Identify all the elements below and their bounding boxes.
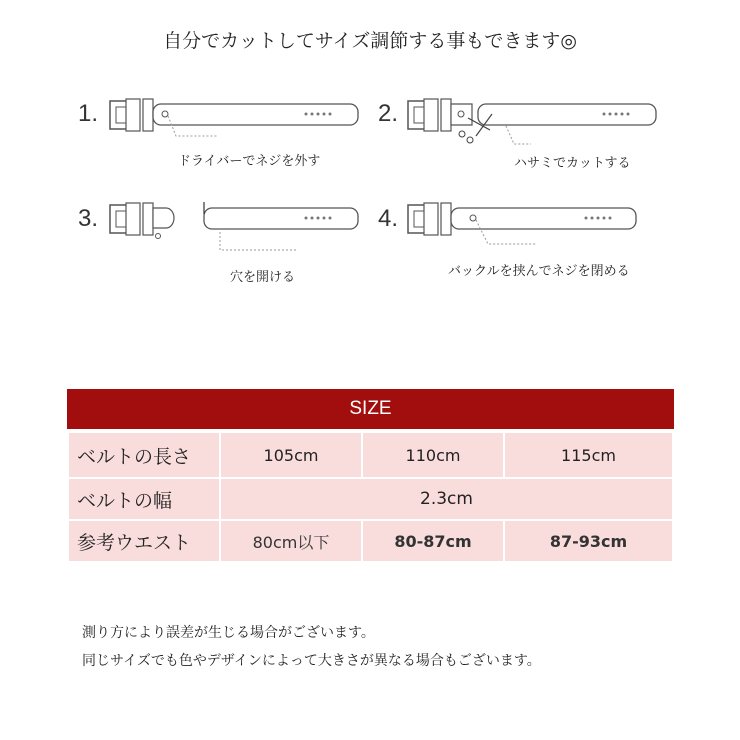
waist-value-1: 80cm以下 <box>221 521 361 561</box>
note-measurement: 測り方により誤差が生じる場合がございます。 <box>82 625 375 641</box>
step-1-belt-diagram <box>108 96 368 146</box>
step-3-belt-diagram <box>108 200 368 260</box>
step-3-number: 3. <box>78 205 99 232</box>
row-label-width: ベルトの幅 <box>69 479 219 519</box>
step-2-caption: ハサミでカットする <box>514 156 631 171</box>
step-4-caption: バックルを挟んでネジを閉める <box>448 264 630 279</box>
waist-value-3: 87-93cm <box>505 521 672 561</box>
length-value-2: 110cm <box>363 433 503 477</box>
step-2-number: 2. <box>378 100 399 127</box>
headline: 自分でカットしてサイズ調節する事もできます◎ <box>163 30 577 52</box>
step-1-caption: ドライバーでネジを外す <box>178 154 321 169</box>
size-table <box>67 431 674 563</box>
row-label-length: ベルトの長さ <box>69 433 219 477</box>
table-row-length <box>69 433 672 477</box>
step-4-number: 4. <box>378 205 399 232</box>
size-table-header: SIZE <box>67 389 674 429</box>
table-row-waist <box>69 521 672 561</box>
note-size-variation: 同じサイズでも色やデザインによって大きさが異なる場合もございます。 <box>82 653 541 669</box>
step-1-number: 1. <box>78 100 99 127</box>
step-3-caption: 穴を開ける <box>230 270 296 285</box>
step-4-belt-diagram <box>406 200 666 255</box>
table-row-width <box>69 479 672 519</box>
length-value-3: 115cm <box>505 433 672 477</box>
length-value-1: 105cm <box>221 433 361 477</box>
step-2-belt-diagram <box>406 96 666 151</box>
width-value: 2.3cm <box>221 479 672 519</box>
waist-value-2: 80-87cm <box>363 521 503 561</box>
row-label-waist: 参考ウエスト <box>69 521 219 561</box>
